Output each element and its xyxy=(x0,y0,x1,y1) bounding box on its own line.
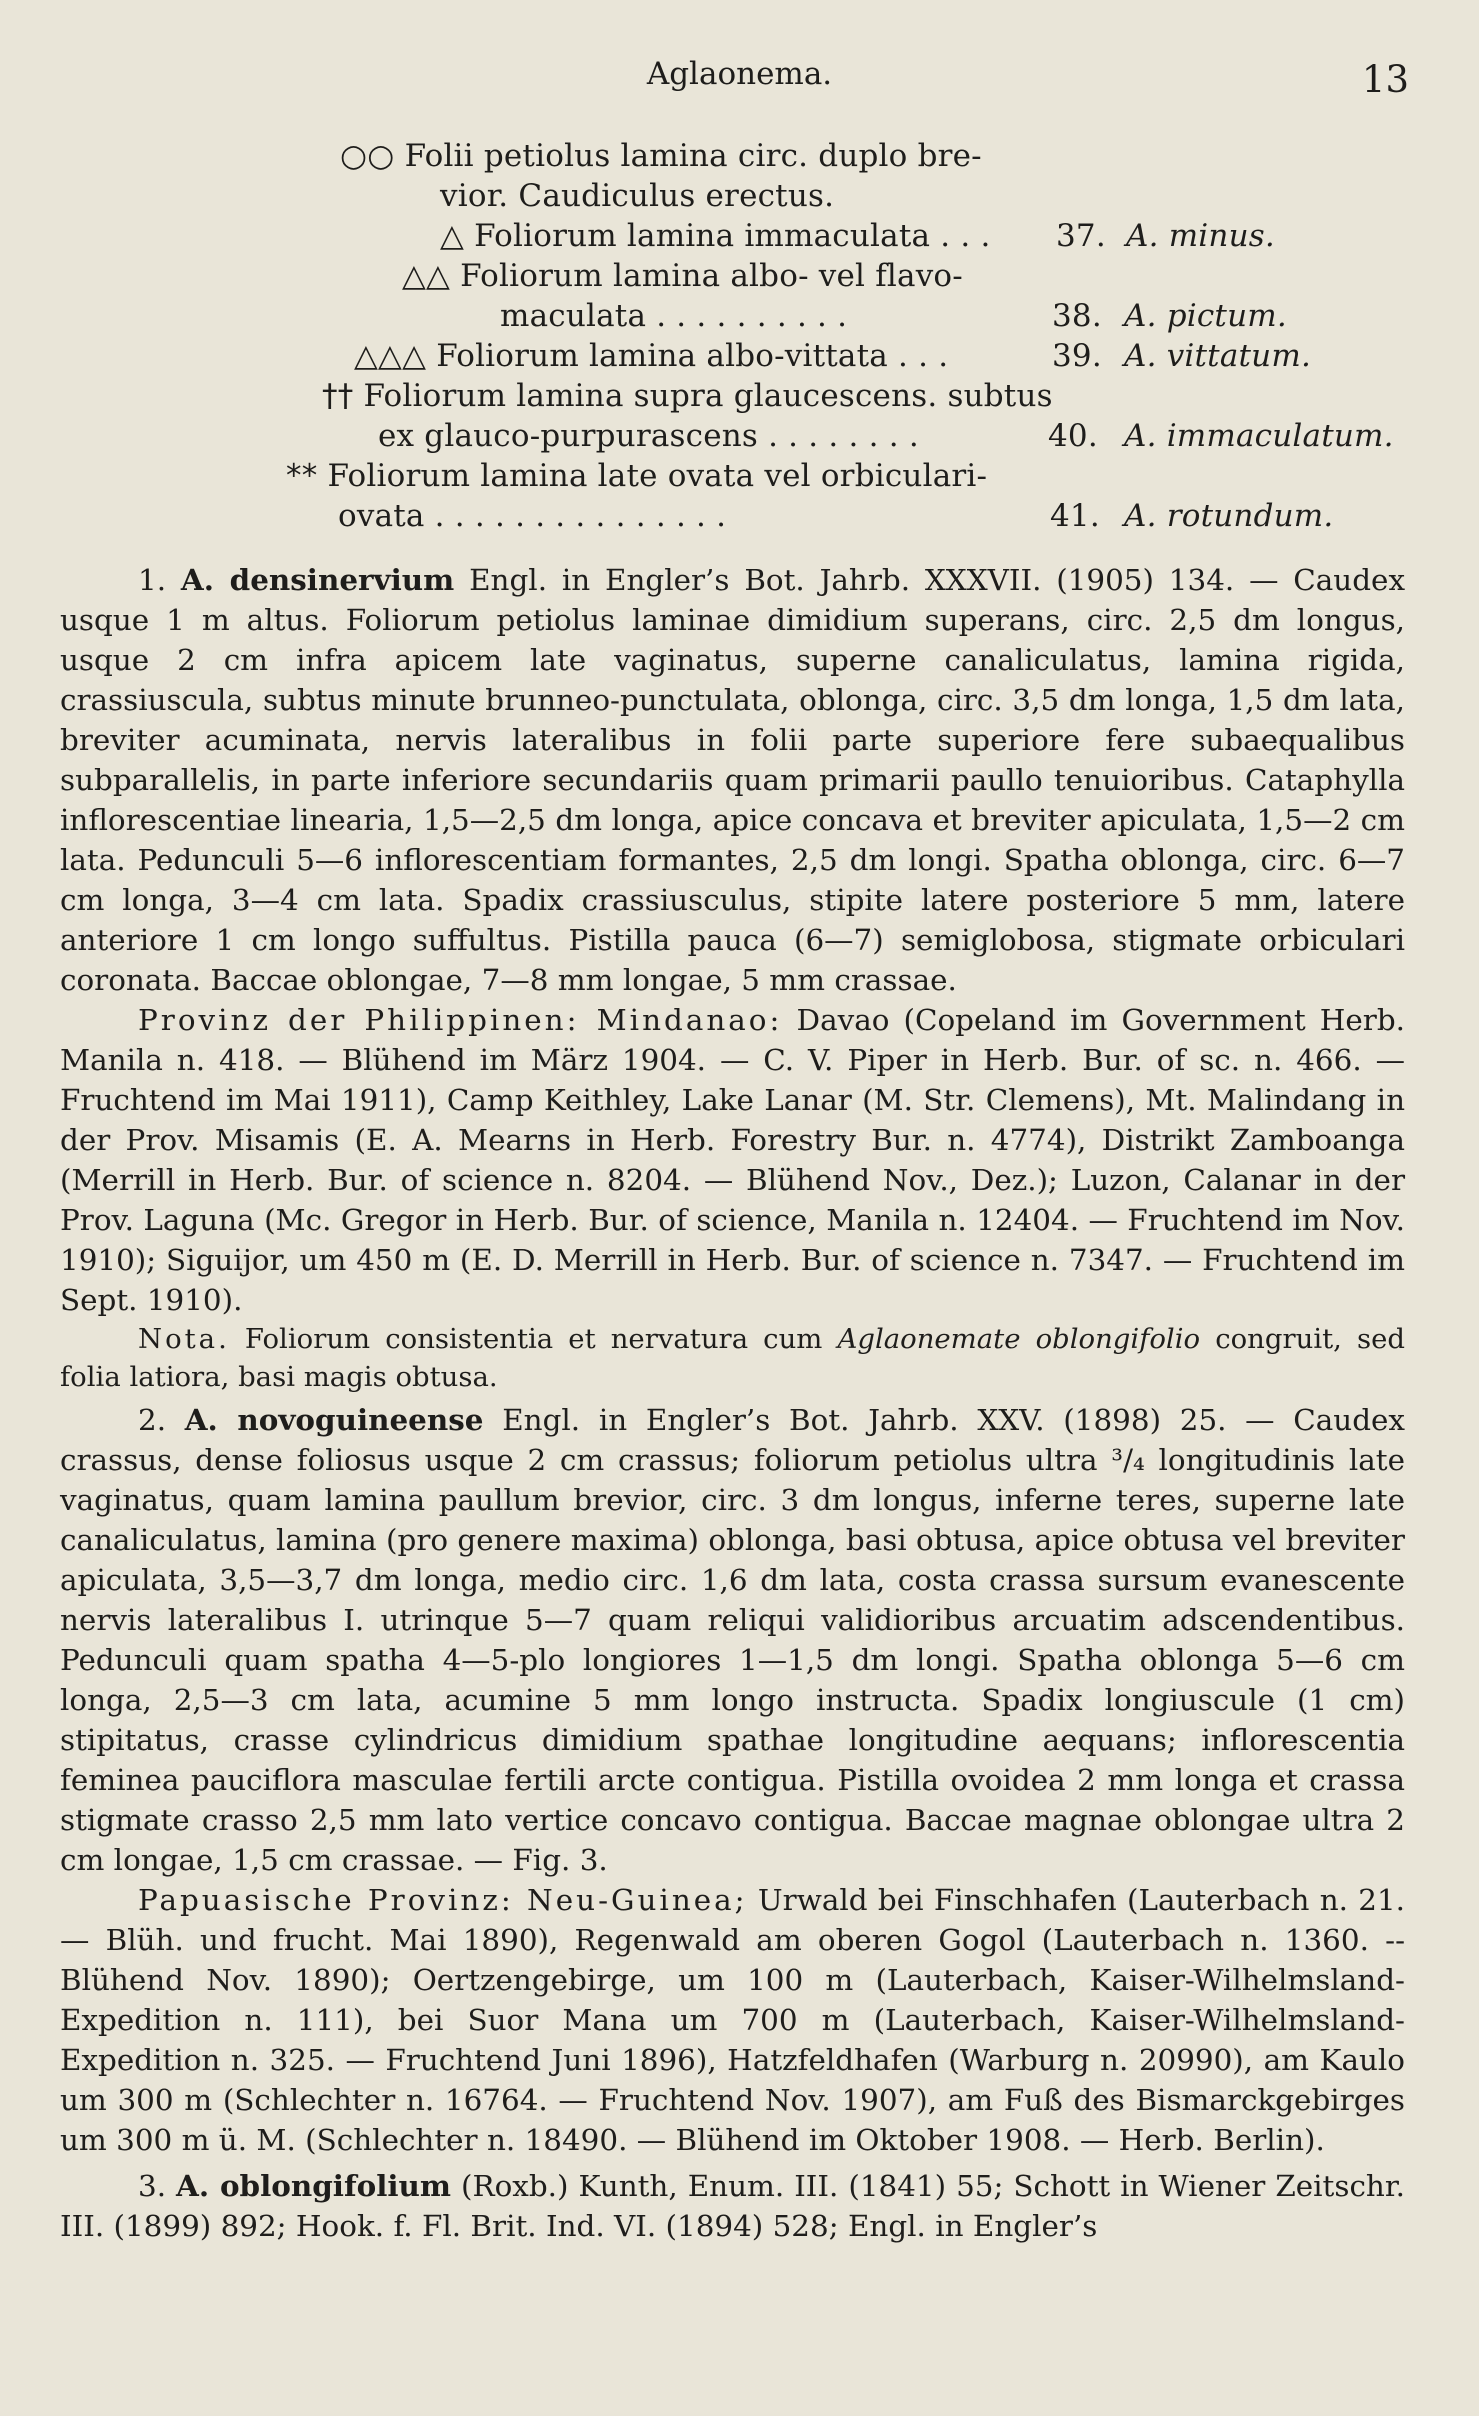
nota-text: Foliorum consistentia et nervatura cum xyxy=(244,1323,823,1355)
key-species: A. immaculatum. xyxy=(1124,418,1394,454)
species-name: A. oblongifolium xyxy=(176,2168,451,2203)
key-text: vior. Caudiculus erectus. xyxy=(440,178,835,214)
key-symbol: †† xyxy=(322,378,354,414)
key-line-10 xyxy=(338,498,726,534)
entry-2-distribution xyxy=(60,1880,1405,2160)
entry-1-nota xyxy=(60,1320,1405,1396)
species-name: A. novoguineense xyxy=(184,1402,484,1437)
distribution-text: Davao (Copeland im Government Herb. Manila n. 418. — Blühend im März 1904. — C. V. Piper in Herb. Bur. of sc. n. 466. — Fruchtend im Mai 1911), Camp Keithley, Lake Lanar (M. Str. Clemens), Mt. Malindang in der Prov. Misamis (E. A. Mearns in Herb. Forestry Bur. n. 4774), Distrikt Zamboanga (Merrill in Herb. Bur. of science n. 8204. — Blühend Nov., Dez.); Luzon, Calanar in der Prov. Laguna (Mc. Gregor in Herb. Bur. of science, Manila n. 12404. — Fruchtend im Nov. 1910); Siguijor, um 450 m (E. D. Merrill in Herb. Bur. of science n. 7347. — Fruchtend im Sept. 1910). xyxy=(60,1003,1406,1317)
key-text: Foliorum lamina albo-vittata . . . xyxy=(436,338,949,374)
key-line-6 xyxy=(354,338,948,374)
key-line-7 xyxy=(322,378,1053,414)
nota-label: Nota. xyxy=(138,1323,230,1355)
key-symbol: △△ xyxy=(402,258,451,294)
key-text: Foliorum lamina albo- vel flavo- xyxy=(460,258,963,294)
running-title: Aglaonema. xyxy=(646,56,833,92)
key-line-4 xyxy=(402,258,963,294)
key-text: Foliorum lamina supra glaucescens. subtus xyxy=(363,378,1053,414)
key-symbol: ○○ xyxy=(340,138,395,174)
key-text: ex glauco-purpurascens . . . . . . . . xyxy=(378,418,919,454)
key-species: A. rotundum. xyxy=(1124,498,1334,534)
species-accounts xyxy=(60,560,1405,2246)
entry-citation: Engl. in Engler’s Bot. Jahrb. XXV. (1898) 25. — Caudex crassus, dense foliosus usque 2 cm crassus; foliorum petiolus ultra ³/₄ longitudinis late vaginatus, quam lamina paullum brevior, circ. 3 dm longus, inferne teres, superne late canaliculatus, lamina (pro genere maxima) oblonga, basi obtusa, apice obtusa vel breviter apiculata, 3,5—3,7 dm longa, medio circ. 1,6 dm lata, costa crassa sursum evanescente nervis lateralibus I. utrinque 5—7 quam reliqui validioribus arcuatim adscendentibus. Pedunculi quam spatha 4—5-plo longiores 1—1,5 dm longi. Spatha oblonga 5—6 cm longa, 2,5—3 cm lata, acumine 5 mm longo instructa. Spadix longiuscule (1 cm) stipitatus, crasse cylindricus dimidium spathae longitudine aequans; inflorescentia feminea pauciflora masculae fertili arcte contigua. Pistilla ovoidea 2 mm longa et crassa stigmate crasso 2,5 mm lato vertice concavo contigua. Baccae magnae oblongae ultra 2 cm longae, 1,5 cm crassae. — Fig. 3. xyxy=(60,1403,1405,1877)
key-number: 40. xyxy=(1048,418,1098,454)
entry-number: 3. xyxy=(138,2169,167,2203)
key-number: 39. xyxy=(1052,338,1102,374)
entry-number: 2. xyxy=(138,1403,167,1437)
entry-citation: (Roxb.) Kunth, Enum. III. (1841) 55; Schott in Wiener Zeitschr. III. (1899) 892; Hook. f. Fl. Brit. Ind. VI. (1894) 528; Engl. in Engler’s xyxy=(60,2169,1405,2243)
page-number: 13 xyxy=(1361,58,1409,101)
nota-text: congruit, sed folia latiora, basi magis obtusa. xyxy=(60,1323,1405,1393)
key-text: maculata . . . . . . . . . . xyxy=(500,298,848,334)
key-line-2 xyxy=(440,178,834,214)
nota-italic: Aglaonemate oblongifolio xyxy=(837,1323,1201,1355)
key-symbol: △△△ xyxy=(354,338,427,374)
entry-number: 1. xyxy=(138,563,167,597)
key-number: 38. xyxy=(1052,298,1102,334)
entry-3-description xyxy=(60,2166,1405,2246)
entry-2-description xyxy=(60,1400,1405,1880)
key-text: Folii petiolus lamina circ. duplo bre- xyxy=(404,138,982,174)
province-label: Provinz der Philippinen: Mindanao: xyxy=(138,1003,783,1037)
key-line-5 xyxy=(500,298,847,334)
key-species: A. minus. xyxy=(1126,218,1275,254)
key-text: ovata . . . . . . . . . . . . . . . xyxy=(338,498,727,534)
entry-1-description xyxy=(60,560,1405,1000)
key-species: A. pictum. xyxy=(1124,298,1287,334)
key-line-3 xyxy=(440,218,991,254)
key-text: Foliorum lamina late ovata vel orbiculari- xyxy=(327,458,988,494)
key-species: A. vittatum. xyxy=(1124,338,1311,374)
key-symbol: ** xyxy=(286,458,318,494)
entry-citation: Engl. in Engler’s Bot. Jahrb. XXXVII. (1905) 134. — Caudex usque 1 m altus. Foliorum petiolus laminae dimidium superans, circ. 2,5 dm longus, usque 2 cm infra apicem late vaginatus, superne canaliculatus, lamina rigida, crassiuscula, subtus minute brunneo-punctulata, oblonga, circ. 3,5 dm longa, 1,5 dm lata, breviter acuminata, nervis lateralibus in folii parte superiore fere subaequalibus subparallelis, in parte inferiore secundariis quam primarii paullo tenuioribus. Cataphylla inflorescentiae linearia, 1,5—2,5 dm longa, apice concava et breviter apiculata, 1,5—2 cm lata. Pedunculi 5—6 inflorescentiam formantes, 2,5 dm longi. Spatha oblonga, circ. 6—7 cm longa, 3—4 cm lata. Spadix crassiusculus, stipite latere posteriore 5 mm, latere anteriore 1 cm longo suffultus. Pistilla pauca (6—7) semiglobosa, stigmate orbiculari coronata. Baccae oblongae, 7—8 mm longae, 5 mm crassae. xyxy=(60,563,1406,997)
entry-1-distribution xyxy=(60,1000,1405,1320)
key-number: 41. xyxy=(1050,498,1100,534)
key-number: 37. xyxy=(1056,218,1106,254)
distribution-text: Urwald bei Finschhafen (Lauterbach n. 21. — Blüh. und frucht. Mai 1890), Regenwald am oberen Gogol (Lauterbach n. 1360. -- Blühend Nov. 1890); Oertzengebirge, um 100 m (Lauterbach, Kaiser-Wilhelmsland-Expedition n. 111), bei Suor Mana um 700 m (Lauterbach, Kaiser-Wilhelmsland-Expedition n. 325. — Fruchtend Juni 1896), Hatzfeldhafen (Warburg n. 20990), am Kaulo um 300 m (Schlechter n. 16764. — Fruchtend Nov. 1907), am Fuß des Bismarckgebirges um 300 m ü. M. (Schlechter n. 18490. — Blühend im Oktober 1908. — Herb. Berlin). xyxy=(60,1883,1406,2157)
species-name: A. densinervium xyxy=(180,562,455,597)
key-line-1 xyxy=(340,138,982,174)
key-line-8 xyxy=(378,418,919,454)
province-label: Papuasische Provinz: Neu-Guinea; xyxy=(138,1883,748,1917)
key-symbol: △ xyxy=(440,218,465,254)
key-text: Foliorum lamina immaculata . . . xyxy=(474,218,991,254)
key-line-9 xyxy=(286,458,987,494)
